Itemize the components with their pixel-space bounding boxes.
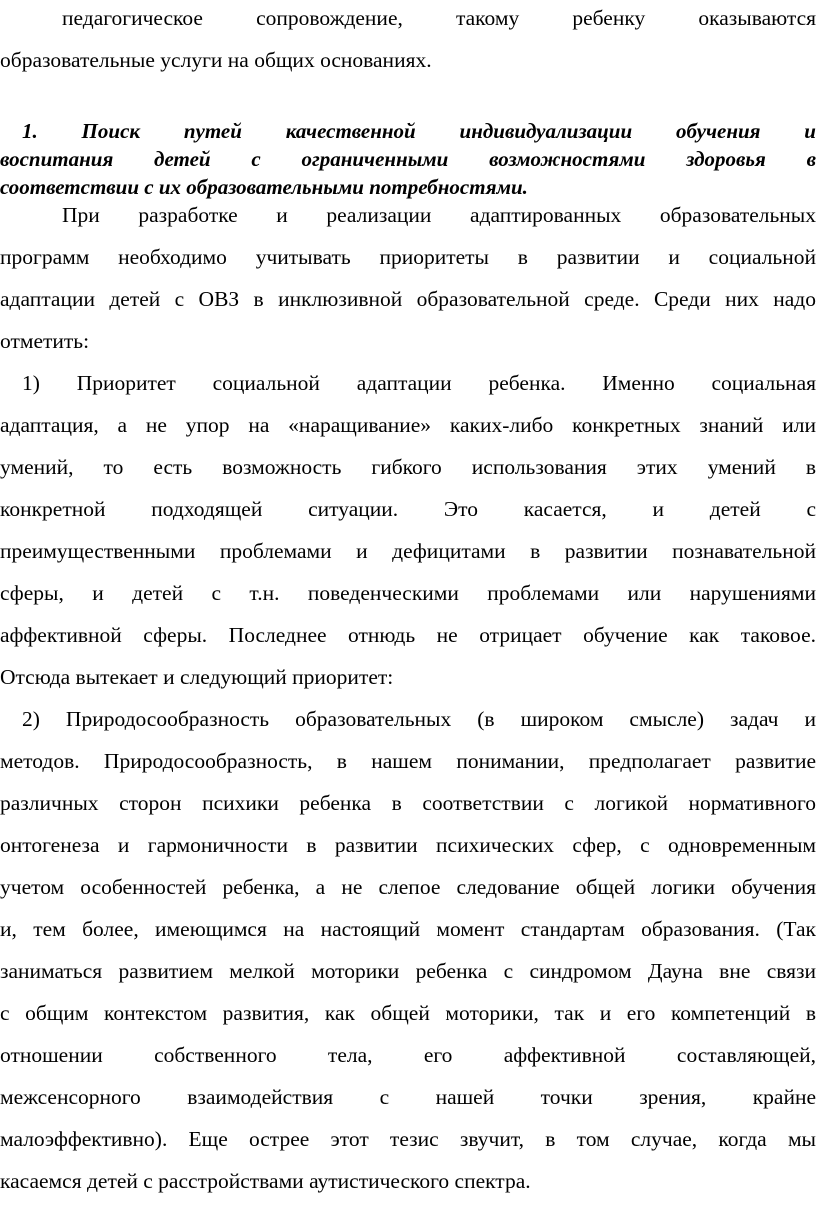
text-line: преимущественными проблемами и дефицитами в развитии познавательной bbox=[0, 539, 816, 563]
text-line: учетом особенностей ребенка, а не слепое следование общей логики обучения bbox=[0, 875, 816, 899]
section-heading-line: 1. Поиск путей качественной индивидуализации обучения и bbox=[22, 119, 816, 143]
list-item-priority-1: 1) Приоритет социальной адаптации ребенка. Именно социальная bbox=[22, 371, 816, 395]
text-line: онтогенеза и гармоничности в развитии психических сфер, с одновременным bbox=[0, 833, 816, 857]
text-line: адаптации детей с ОВЗ в инклюзивной образовательной среде. Среди них надо bbox=[0, 287, 816, 311]
text-line: с общим контекстом развития, как общей моторики, так и его компетенций в bbox=[0, 1001, 816, 1025]
text-line: методов. Природосообразность, в нашем понимании, предполагает развитие bbox=[0, 749, 816, 773]
text-line: сферы, и детей с т.н. поведенческими проблемами или нарушениями bbox=[0, 581, 816, 605]
list-item-priority-2: 2) Природосообразность образовательных (в широком смысле) задач и bbox=[22, 707, 816, 731]
section-heading-line: соответствии с их образовательными потребностями. bbox=[0, 175, 528, 199]
text-line: Отсюда вытекает и следующий приоритет: bbox=[0, 665, 394, 689]
text-line: образовательные услуги на общих основаниях. bbox=[0, 48, 432, 72]
text-line: конкретной подходящей ситуации. Это касается, и детей с bbox=[0, 497, 816, 521]
text-line: отношении собственного тела, его аффективной составляющей, bbox=[0, 1043, 816, 1067]
text-line: касаемся детей с расстройствами аутистического спектра. bbox=[0, 1169, 531, 1193]
text-line: отметить: bbox=[0, 329, 90, 353]
text-line: При разработке и реализации адаптированных образовательных bbox=[62, 203, 816, 227]
text-line: малоэффективно). Еще острее этот тезис звучит, в том случае, когда мы bbox=[0, 1127, 816, 1151]
text-line: адаптация, а не упор на «наращивание» каких-либо конкретных знаний или bbox=[0, 413, 816, 437]
text-line: и, тем более, имеющимся на настоящий момент стандартам образования. (Так bbox=[0, 917, 816, 941]
text-line: межсенсорного взаимодействия с нашей точки зрения, крайне bbox=[0, 1085, 816, 1109]
text-line: программ необходимо учитывать приоритеты в развитии и социальной bbox=[0, 245, 816, 269]
text-line: педагогическое сопровождение, такому ребенку оказываются bbox=[62, 6, 816, 30]
text-line: аффективной сферы. Последнее отнюдь не отрицает обучение как таковое. bbox=[0, 623, 816, 647]
section-heading-line: воспитания детей с ограниченными возможностями здоровья в bbox=[0, 147, 816, 171]
text-line: заниматься развитием мелкой моторики ребенка с синдромом Дауна вне связи bbox=[0, 959, 816, 983]
text-line: умений, то есть возможность гибкого использования этих умений в bbox=[0, 455, 816, 479]
text-line: различных сторон психики ребенка в соответствии с логикой нормативного bbox=[0, 791, 816, 815]
